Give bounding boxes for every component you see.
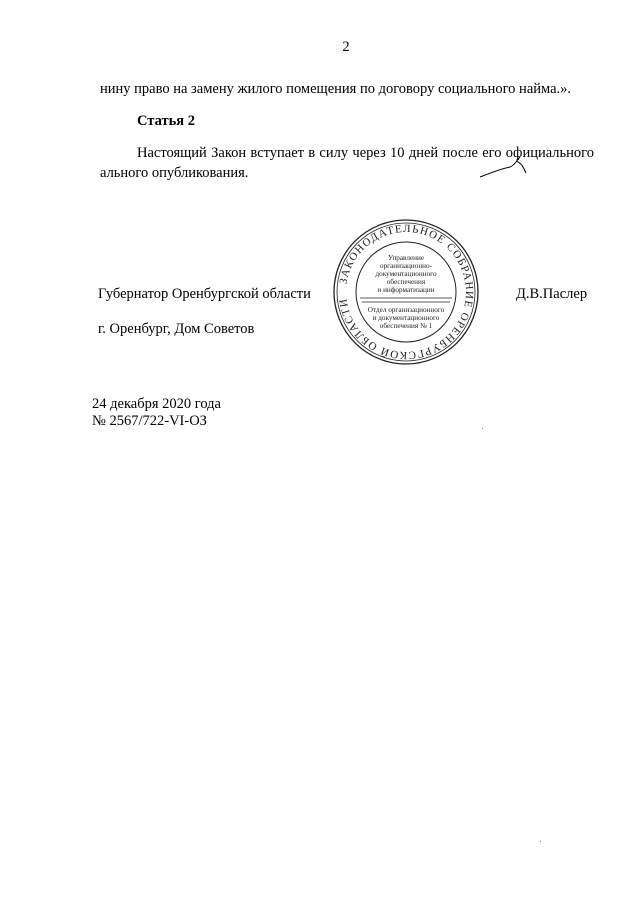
page-number: 2: [342, 39, 350, 55]
seal-line-2: организационно-: [379, 262, 433, 270]
law-number: № 2567/722-VI-ОЗ: [92, 413, 207, 429]
handwritten-signature: [476, 147, 536, 183]
seal-line-3: документационного: [375, 270, 437, 278]
scan-speck: [540, 841, 541, 842]
seal-line-6: Отдел организационного: [367, 306, 445, 314]
scan-speck: [482, 428, 483, 429]
signing-place: г. Оренбург, Дом Советов: [98, 321, 255, 337]
seal-outer-text: ЗАКОНОДАТЕЛЬНОЕ СОБРАНИЕ ОРЕНБУРГСКОЙ ОБЛАСТИ: [337, 222, 476, 362]
article-paragraph-line-2: ального опубликования.: [100, 165, 249, 181]
seal-line-1: Управление: [387, 254, 425, 262]
governor-title: Губернатор Оренбургской области: [98, 286, 311, 302]
seal-line-5: и информатизации: [377, 286, 435, 294]
governor-name: Д.В.Паслер: [516, 286, 588, 302]
seal-line-4: обеспечения: [386, 278, 426, 286]
seal-line-8: обеспечения № 1: [379, 322, 433, 330]
article-heading: Статья 2: [137, 113, 195, 129]
article-paragraph-line-1: Настоящий Закон вступает в силу через 10 дней после его официального: [137, 145, 594, 161]
document-date: 24 декабря 2020 года: [92, 396, 221, 412]
official-seal: [330, 216, 482, 368]
continued-text-line: нину право на замену жилого помещения по договору социального найма.».: [100, 81, 572, 97]
seal-line-7: и документационного: [372, 314, 440, 322]
